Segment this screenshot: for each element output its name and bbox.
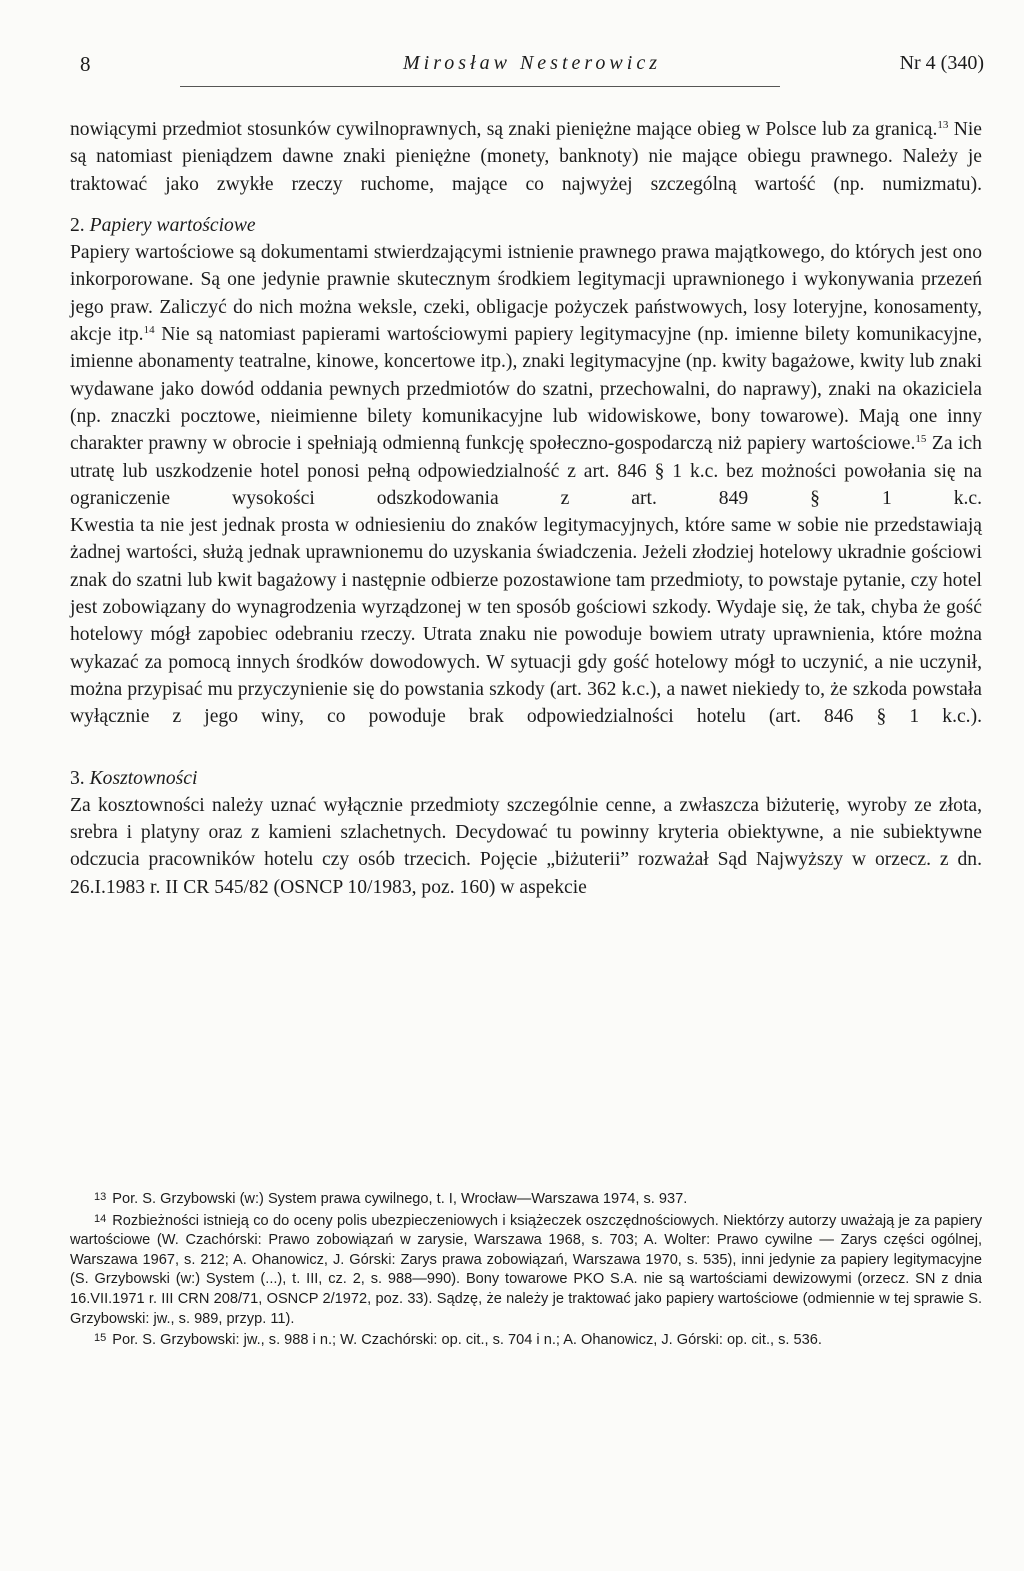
issue-number: Nr 4 (340) [899, 52, 984, 74]
section-heading-3: 3. Kosztowności [70, 767, 198, 789]
main-text [70, 116, 982, 901]
header-rule [180, 86, 780, 87]
footnote-13: $^{13}$ Por. S. Grzybowski (w:) System prawa cywilnego, t. I, Wrocław—Warszawa 1974, s. 937. [94, 1191, 688, 1207]
footnote-ref-14[interactable]: 14 [143, 324, 155, 337]
footnote-ref-13[interactable]: 13 [937, 119, 949, 131]
paragraph-legitimation-signs: Kwestia ta nie jest jednak prosta w odniesieniu do znaków legitymacyjnych, które same w sobie nie przedstawiają żadnej wartości, służą jednak uprawnionemu do uzyskania świadczenia. Jeżeli złodziej hotelowy ukradnie gościowi znak do szatni lub kwit bagażowy i następnie odbierze pozostawione tam przedmioty, to powstaje pytanie, czy hotel jest zobowiązany do wynagrodzenia wyrządzonej w ten sposób gościowi szkody. Wydaje się, że tak, chyba że gość hotelowy mógł zapobiec odebraniu rzeczy. Utrata znaku nie powoduje bowiem utraty uprawnienia, które można wykazać za pomocą innych środków dowodowych. W sytuacji gdy gość hotelowy mógł to uczynić, a nie uczynił, można przypisać mu przyczynienie się do powstania szkody (art. 362 k.c.), a nawet niekiedy to, że szkoda powstała wyłącznie z jego winy, co powoduje brak odpowiedzialności hotelu (art. 846 § 1 k.c.). [70, 515, 982, 728]
running-title: Mirosław Nesterowicz [403, 52, 661, 74]
section-heading-2: 2. Papiery wartościowe [70, 214, 256, 236]
page-number: 8 [80, 52, 91, 76]
paragraph-valuables: Za kosztowności należy uznać wyłącznie przedmioty szczególnie cenne, a zwłaszcza biżuterię, wyroby ze złota, srebra i platyny oraz z kamieni szlachetnych. Decydować tu powinny kryteria obiektywne, a nie subiektywne odczucia pracowników hotelu czy osób trzecich. Pojęcie „biżuterii” rozważał Sąd Najwyższy w orzecz. z dn. 26.I.1983 r. II CR 545/82 (OSNCP 10/1983, poz. 160) w aspekcie [70, 794, 982, 898]
paragraph-securities: Papiery wartościowe są dokumentami stwierdzającymi istnienie prawnego prawa majątkowego, do których jest ono inkorporowane. Są one jedynie prawnie skutecznym środkiem legitymacji uprawnionego i wykonywania przezeń jego praw. Zaliczyć do nich można weksle, czeki, obligacje pożyczek państwowych, losy loteryjne, konosamenty, akcje itp.$^{14}$ Nie są natomiast papierami wartościowymi papiery legitymacyjne (np. imienne bilety komunikacyjne, imienne abonamenty teatralne, kinowe, koncertowe itp.), znaki legitymacyjne (np. kwity bagażowe, kwity lub znaki wydawane jako dowód oddania pewnych przedmiotów do szatni, przechowalni, do naprawy), znaki na okaziciela (np. znaczki pocztowe, nieimienne bilety komunikacyjne lub widowiskowe, bony towarowe). Mają one inny charakter prawny w obrocie i spełniają odmienną funkcję społeczno-gospodarczą niż papiery wartościowe.$^{15}$ Za ich utratę lub uszkodzenie hotel ponosi pełną odpowiedzialność z art. 846 § 1 k.c. bez możności powołania się na ograniczenie wysokości odszkodowania z art. 849 § 1 k.c. [70, 242, 982, 509]
footnote-15: $^{15}$ Por. S. Grzybowski: jw., s. 988 i n.; W. Czachórski: op. cit., s. 704 i n.; A. Ohanowicz, J. Górski: op. cit., s. 536. [94, 1332, 822, 1349]
paragraph-continuation: nowiącymi przedmiot stosunków cywilnoprawnych, są znaki pieniężne mające obieg w Polsce lub za granicą.$^{13}$ Nie są natomiast pieniądzem dawne znaki pieniężne (monety, banknoty) nie mające obiegu prawnego. Należy je traktować jako zwykłe rzeczy ruchome, mające co najwyżej szczególną wartość (np. numizmatu). [70, 119, 982, 195]
footnote-14: $^{14}$ Rozbieżności istnieją co do oceny polis ubezpieczeniowych i książeczek oszczędnościowych. Niektórzy autorzy uważają je za papiery wartościowe (W. Czachórski: Prawo zobowiązań w zarysie, Warszawa 1968, s. 703; A. Wolter: Prawo cywilne — Zarys części ogólnej, Warszawa 1967, s. 212; A. Ohanowicz, J. Górski: Zarys prawa zobowiązań, Warszawa 1970, s. 535), inni jedynie za papiery legitymacyjne (S. Grzybowski (w:) System (...), t. III, cz. 2, s. 988—990). Bony towarowe PKO S.A. nie są wartościami dewizowymi (orzecz. SN z dnia 16.VII.1971 r. III CRN 208/71, OSNCP 2/1972, poz. 33). Sądzę, że należy je traktować jako papiery wartościowe (odmiennie w tej sprawie S. Grzybowski: jw., s. 989, przyp. 11). [70, 1212, 982, 1327]
page-header [80, 52, 984, 92]
footnotes [70, 1188, 982, 1351]
footnote-ref-15[interactable]: 15 [915, 433, 927, 446]
